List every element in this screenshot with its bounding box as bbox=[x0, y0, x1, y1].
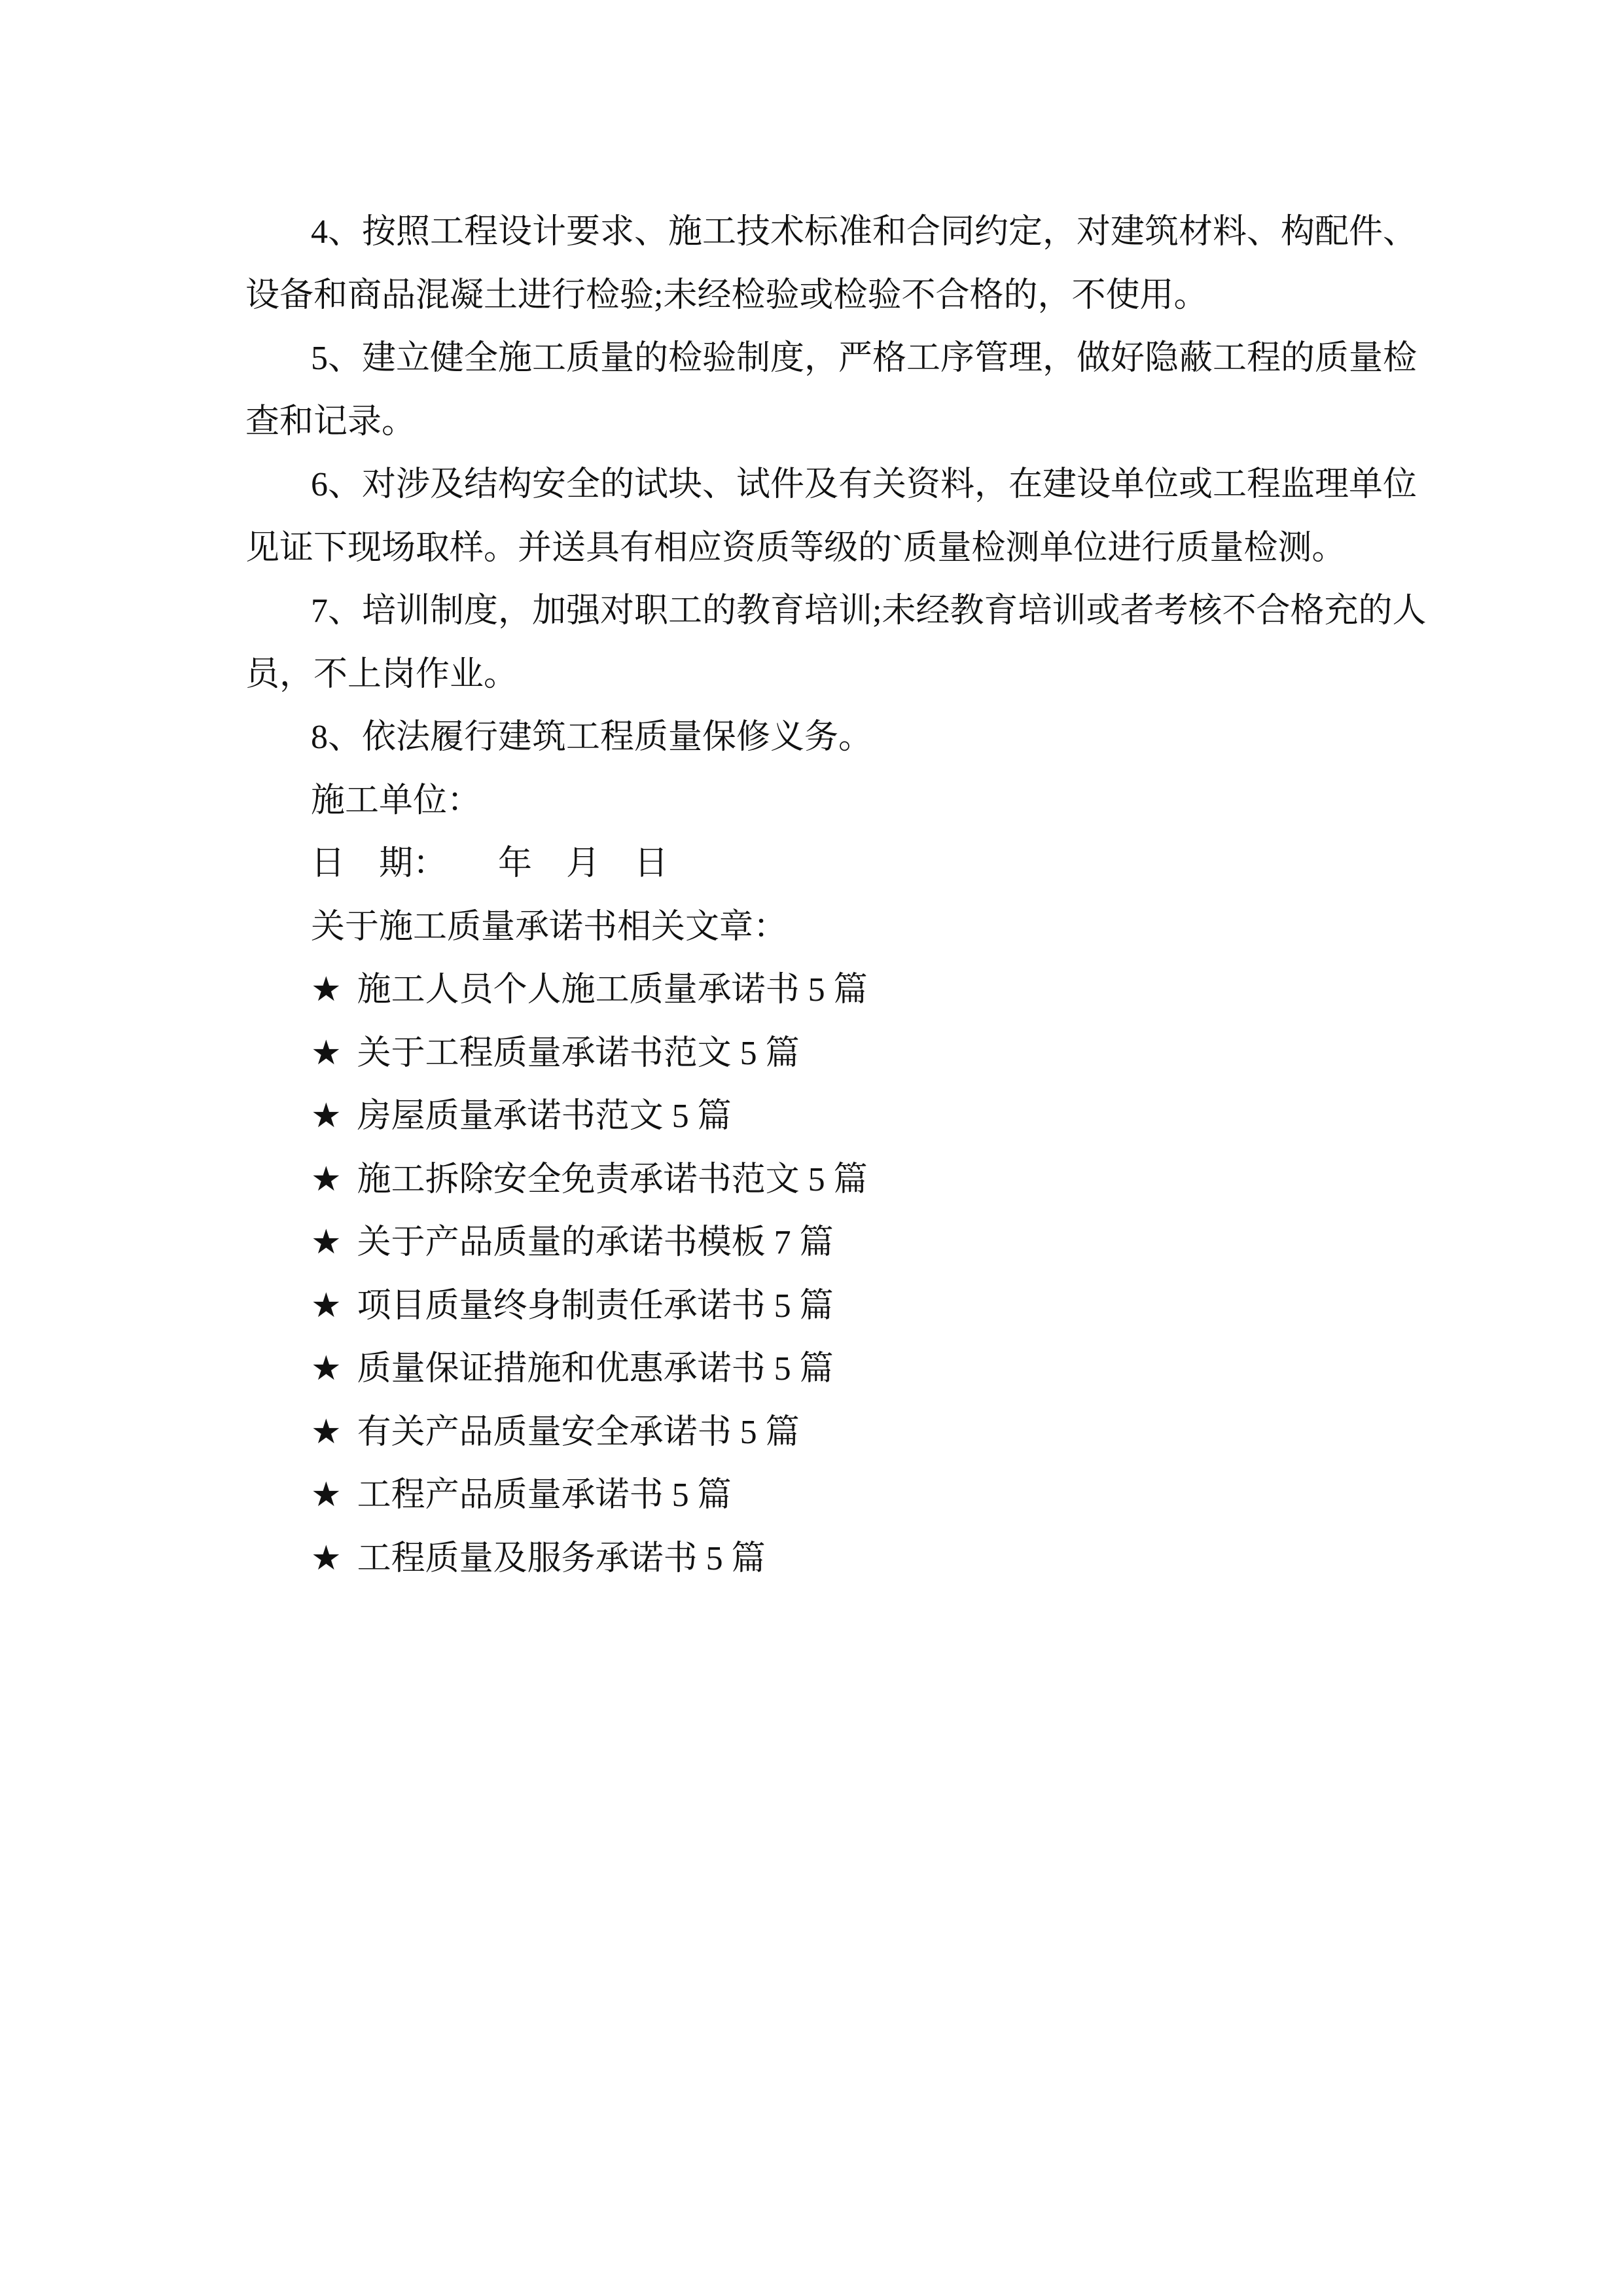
related-article-item-7 bbox=[245, 1338, 1378, 1401]
signature-date-line-1: 日 期： 年 月 日 bbox=[311, 845, 669, 882]
clause-4-line-1: 4、按照工程设计要求、施工技术标准和合同约定，对建筑材料、构配件、 bbox=[311, 213, 1418, 251]
star-bullet-icon: ★ bbox=[311, 1287, 342, 1325]
star-bullet-icon: ★ bbox=[311, 1224, 342, 1261]
document-body bbox=[245, 201, 1427, 1590]
clause-4-line-2: 设备和商品混凝土进行检验;未经检验或检验不合格的，不使用。 bbox=[245, 276, 1208, 314]
related-articles-heading bbox=[245, 896, 1378, 960]
related-article-item-9 bbox=[245, 1464, 1378, 1528]
related-article-item-2 bbox=[245, 1022, 1378, 1086]
star-bullet-icon: ★ bbox=[311, 1350, 342, 1388]
related-article-item-1 bbox=[245, 959, 1378, 1022]
related-article-title: 关于产品质量的承诺书模板 7 篇 bbox=[357, 1224, 834, 1261]
clause-5 bbox=[245, 327, 1418, 454]
related-article-title: 关于工程质量承诺书范文 5 篇 bbox=[357, 1034, 800, 1072]
related-article-title: 房屋质量承诺书范文 5 篇 bbox=[357, 1098, 732, 1135]
star-bullet-icon: ★ bbox=[311, 1477, 342, 1514]
star-bullet-icon: ★ bbox=[311, 1539, 342, 1577]
star-bullet-icon: ★ bbox=[311, 1098, 342, 1135]
related-article-title: 工程质量及服务承诺书 5 篇 bbox=[357, 1539, 766, 1577]
star-bullet-icon: ★ bbox=[311, 1160, 342, 1198]
signature-unit-line-1: 施工单位： bbox=[311, 781, 482, 819]
related-articles-heading-line-1: 关于施工质量承诺书相关文章： bbox=[311, 908, 788, 946]
related-article-title: 工程产品质量承诺书 5 篇 bbox=[357, 1477, 732, 1514]
star-bullet-icon: ★ bbox=[311, 971, 342, 1009]
related-article-item-4 bbox=[245, 1149, 1378, 1212]
related-article-item-3 bbox=[245, 1085, 1378, 1149]
related-article-title: 施工人员个人施工质量承诺书 5 篇 bbox=[357, 971, 868, 1009]
related-article-title: 有关产品质量安全承诺书 5 篇 bbox=[357, 1413, 800, 1451]
clause-8-line-1: 8、依法履行建筑工程质量保修义务。 bbox=[311, 719, 873, 756]
related-article-item-8 bbox=[245, 1401, 1378, 1465]
clause-8 bbox=[245, 706, 1378, 770]
clause-5-line-2: 查和记录。 bbox=[245, 403, 416, 440]
star-bullet-icon: ★ bbox=[311, 1413, 342, 1451]
related-article-title: 质量保证措施和优惠承诺书 5 篇 bbox=[357, 1350, 834, 1388]
clause-7-line-2: 员，不上岗作业。 bbox=[245, 655, 518, 693]
star-bullet-icon: ★ bbox=[311, 1034, 342, 1072]
related-article-item-10 bbox=[245, 1528, 1378, 1591]
signature-date bbox=[245, 833, 1378, 896]
clause-5-line-1: 5、建立健全施工质量的检验制度，严格工序管理，做好隐蔽工程的质量检 bbox=[311, 340, 1418, 377]
related-article-title: 施工拆除安全免责承诺书范文 5 篇 bbox=[357, 1160, 868, 1198]
clause-7 bbox=[245, 580, 1427, 706]
related-article-item-6 bbox=[245, 1275, 1378, 1338]
clause-4 bbox=[245, 201, 1418, 327]
related-article-title: 项目质量终身制责任承诺书 5 篇 bbox=[357, 1287, 834, 1325]
clause-6-line-2: 见证下现场取样。并送具有相应资质等级的`质量检测单位进行质量检测。 bbox=[245, 529, 1346, 567]
related-article-item-5 bbox=[245, 1211, 1378, 1275]
signature-unit bbox=[245, 770, 1378, 833]
clause-6 bbox=[245, 454, 1418, 580]
clause-6-line-1: 6、对涉及结构安全的试块、试件及有关资料，在建设单位或工程监理单位 bbox=[311, 466, 1418, 503]
clause-7-line-1: 7、培训制度，加强对职工的教育培训;未经教育培训或者考核不合格充的人 bbox=[311, 592, 1427, 630]
